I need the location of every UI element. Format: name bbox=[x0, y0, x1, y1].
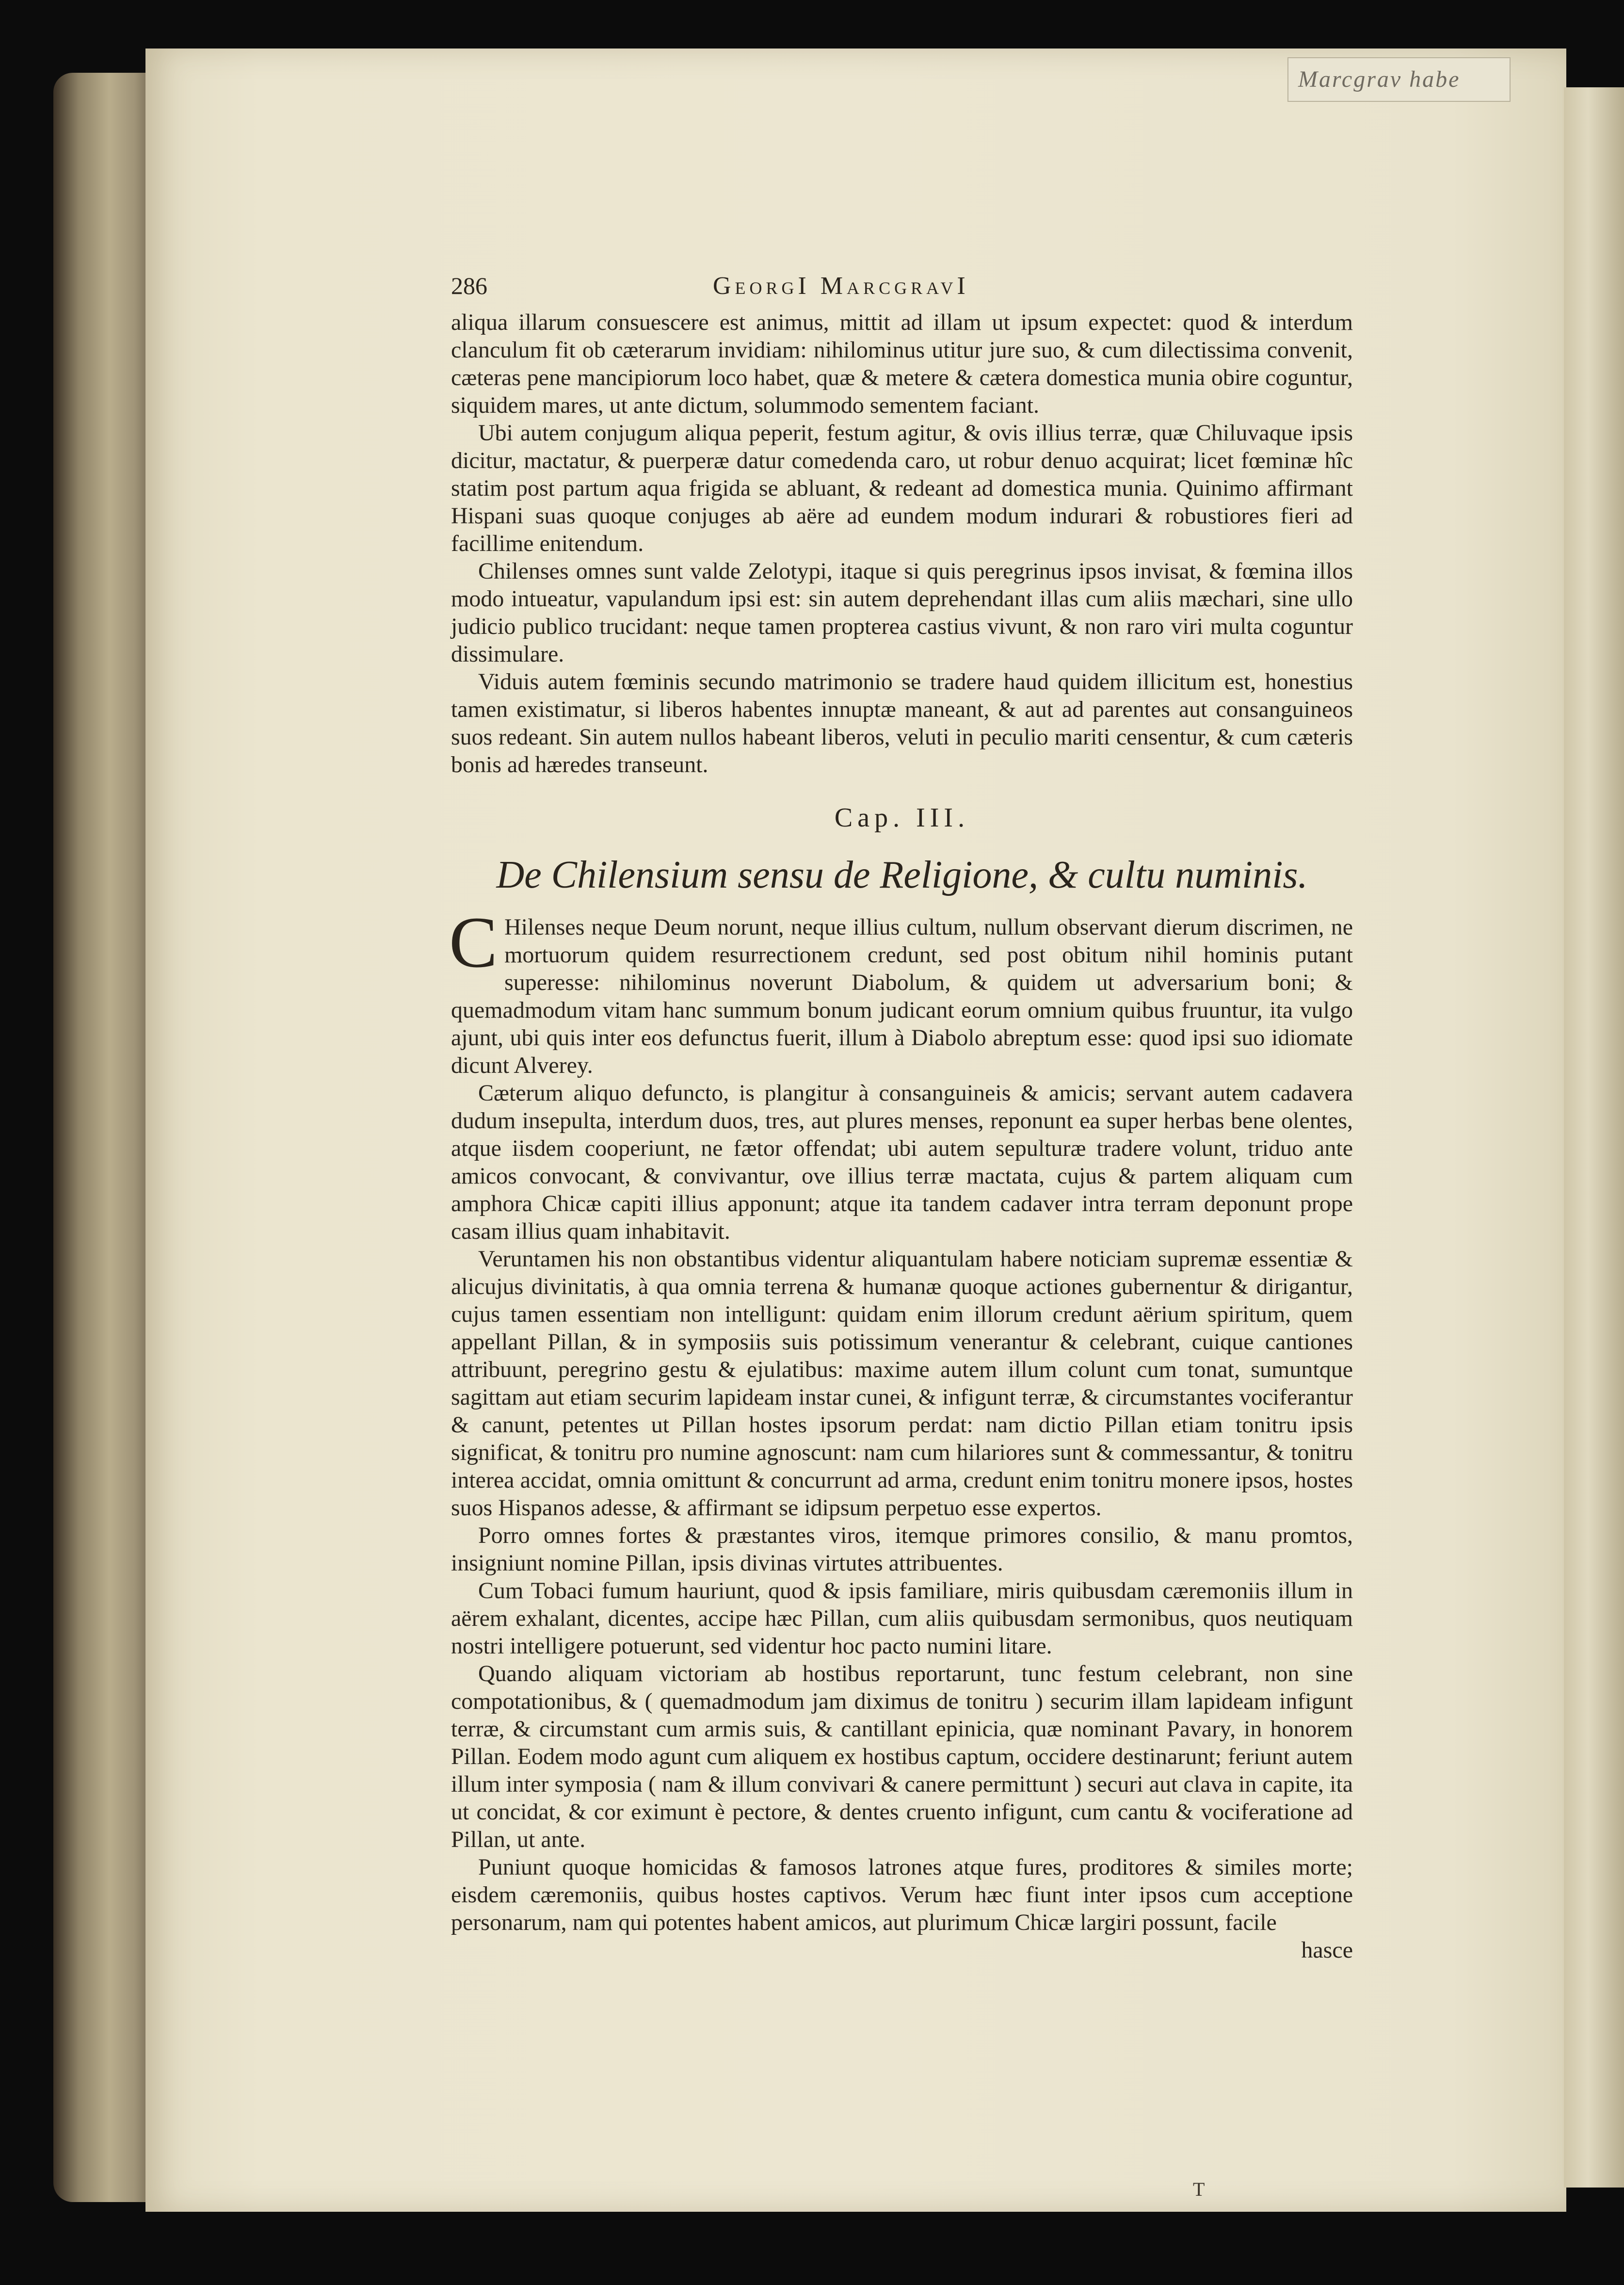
page-number: 286 bbox=[451, 272, 487, 299]
paragraph: Veruntamen his non obstantibus videntur aliquantulam habere noticiam supremæ essentiæ & alicujus divinitatis, à qua omnia terrena & humanæ quoque actiones gubernentur & dirigantur, cujus tamen essentiam non intelligunt: quidam enim illorum credunt aërium spiritum, quem appellant Pillan, & in symposiis suis potissimum venerantur & celebrant, cuique cantiones attribuunt, peregrino gestu & ejulatibus: maxime autem illum colunt cum tonat, sumuntque sagittam aut etiam securim lapideam instar cunei, & infigunt terræ, & circumstantes vociferantur & canunt, petentes ut Pillan hostes ipsorum perdat: nam dictio Pillan etiam tonitru ipsis significat, & tonitru pro numine agnoscunt: nam cum hilariores sunt & commessantur, & tonitru interea accidat, omnia omittunt & concurrunt ad arma, credunt enim tonitru monere ipsos, hostes suos Hispanos adesse, & affirmant se idipsum perpetuo esse expertos. bbox=[451, 1246, 1353, 1521]
paragraph: Viduis autem fœminis secundo matrimonio se tradere haud quidem illicitum est, honestius tamen existimatur, si liberos habentes innuptæ maneant, & aut ad parentes aut consanguineos suos redeant. Sin autem nullos habeant liberos, veluti in peculio mariti censentur, & cum cæteris bonis ad hæredes transeunt. bbox=[451, 669, 1353, 778]
paragraph-text: Hilenses neque Deum norunt, neque illius cultum, nullum observant dierum discrimen, ne mortuorum quidem resurrectionem credunt, sed post obitum nihil hominis putant superesse: nihilominus noverunt Diabolum, & quidem ut adversarium boni; & quemadmodum vitam hanc summum bonum judicant eorum omnium quibus fruuntur, ita vulgo ajunt, ubi quis inter eos defunctus fuerit, illum à Diabolo abreptum esse: quod ipsi suo idiomate dicunt Alverey. bbox=[451, 914, 1353, 1078]
catchword: hasce bbox=[1301, 1937, 1353, 1963]
chapter-heading: Cap. III. bbox=[834, 803, 970, 833]
paragraph: Ubi autem conjugum aliqua peperit, festum agitur, & ovis illius terræ, quæ Chiluvaque ipsis dicitur, mactatur, & puerperæ datur comedenda caro, ut robur denuo acquirat; licet fœminæ hîc statim post partum aqua frigida se abluant, & redeant ad domestica munia. Quinimo affirmant Hispani suas quoque conjuges ab aëre ad eundem modum indurari & robustiores fieri ad facillime enitendum. bbox=[451, 420, 1353, 556]
paragraph: Porro omnes fortes & præstantes viros, itemque primores consilio, & manu promtos, insigniunt nomine Pillan, ipsis divinas virtutes attribuentes. bbox=[451, 1523, 1353, 1576]
bookmark-slip: Marcgrav habe bbox=[1287, 57, 1511, 102]
paragraph: Chilenses omnes sunt valde Zelotypi, itaque si quis peregrinus ipsos invisat, & fœmina illos modo intueatur, vapulandum ipsi est: sin autem deprehendant illas cum aliis mæchari, sine ullo judicio publico trucidant: neque tamen propterea castius vivunt, & non raro viri multa coguntur dissimulare. bbox=[451, 558, 1353, 667]
drop-cap: C bbox=[449, 902, 498, 983]
chapter-title: De Chilensium sensu de Religione, & cultu numinis. bbox=[496, 854, 1308, 896]
paragraph: aliqua illarum consuescere est animus, mittit ad illam ut ipsum expectet: quod & interdum clanculum fit ob cæterarum invidiam: nihilominus utitur jure suo, & cum dilectissima convenit, cæteras pene mancipiorum loco habet, quæ & metere & cætera domestica munia obire coguntur, siquidem mares, ut ante dictum, solummodo sementem faciant. bbox=[451, 309, 1353, 418]
paragraph: Quando aliquam victoriam ab hostibus reportarunt, tunc festum celebrant, non sine compotationibus, & ( quemadmodum jam diximus de tonitru ) securim illam lapideam infigunt terræ, & circumstant cum armis suis, & cantillant epinicia, quæ nominant Pavary, in honorem Pillan. Eodem modo agunt cum aliquem ex hostibus captum, occidere destinarunt; feriunt autem illum inter symposia ( nam & illum convivari & canere permittunt ) securi aut clava in capite, ita ut concidat, & cor eximunt è pectore, & dentes cruento infigunt, cum cantu & vociferatione ad Pillan, ut ante. bbox=[451, 1661, 1353, 1852]
page-header bbox=[451, 272, 1353, 301]
book-fore-edge-right bbox=[1564, 87, 1624, 2188]
paragraph: Cum Tobaci fumum hauriunt, quod & ipsis familiare, miris quibusdam cæremoniis illum in aërem exhalant, dicentes, accipe hæc Pillan, cum aliis quibusdam sermonibus, quos neutiquam nostri intelligere potuerunt, sed videntur hoc pacto numini litare. bbox=[451, 1578, 1353, 1659]
page-text bbox=[451, 272, 1353, 1964]
paragraph bbox=[449, 902, 1353, 1079]
paragraph: Puniunt quoque homicidas & famosos latrones atque fures, proditores & similes morte; eisdem cæremoniis, quibus hostes captivos. Verum hæc fiunt inter ipsos cum acceptione personarum, nam qui potentes habent amicos, aut plurimum Chicæ largiri possunt, facile bbox=[451, 1854, 1353, 1935]
signature-mark: T bbox=[1193, 2178, 1205, 2200]
paragraph: Cæterum aliquo defuncto, is plangitur à consanguineis & amicis; servant autem cadavera dudum insepulta, interdum duos, tres, aut plures menses, reponunt ea super herbas bene olentes, atque iisdem cooperiunt, ne fætor offendat; ubi autem sepulturæ tradere volunt, triduo ante amicos convocant, & convivantur, ove illius terræ mactata, cujus & partem aliquam cum amphora Chicæ capiti illius apponunt; atque ita tandem cadaver intra terram deponunt prope casam illius quam inhabitavit. bbox=[451, 1080, 1353, 1244]
book-fore-edge-left bbox=[53, 73, 155, 2202]
running-head: GeorgI MarcgravI bbox=[713, 272, 969, 300]
